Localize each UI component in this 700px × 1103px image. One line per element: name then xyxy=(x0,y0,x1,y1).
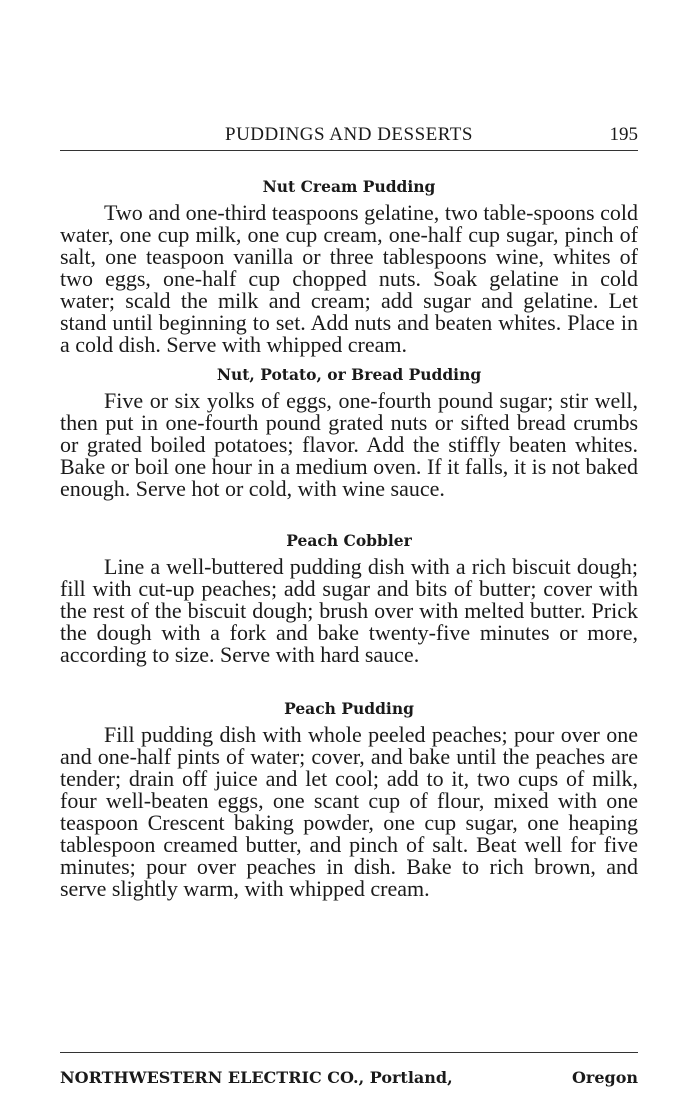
page-number: 195 xyxy=(609,124,638,145)
footer xyxy=(60,1068,638,1087)
header-rule xyxy=(60,150,638,151)
recipe-title: Peach Pudding xyxy=(284,699,414,718)
recipe-body: Two and one-third teaspoons gelatine, two table-spoons cold water, one cup milk, one cup cream, one-half cup sugar, pinch of salt, one teaspoon vanilla or three tablespoons wine, whites of two eggs, one-half cup chopped nuts. Soak gelatine in cold water; scald the milk and cream; add sugar and gelatine. Let stand until beginning to set. Add nuts and beaten whites. Place in a cold dish. Serve with whipped cream. xyxy=(60,200,638,357)
book-page xyxy=(60,0,638,1103)
recipe-body: Fill pudding dish with whole peeled peaches; pour over one and one-half pints of water; cover, and bake until the peaches are tender; drain off juice and let cool; add to it, two cups of milk, four well-beaten eggs, one scant cup of flour, mixed with one teaspoon Crescent baking powder, one cup sugar, one heaping tablespoon creamed butter, and pinch of salt. Beat well for five minutes; pour over peaches in dish. Bake to rich brown, and serve slightly warm, with whipped cream. xyxy=(60,722,638,901)
recipe-nut-cream-pudding xyxy=(60,176,638,356)
running-head xyxy=(60,124,638,148)
recipe-peach-cobbler xyxy=(60,530,638,666)
recipe-title: Nut, Potato, or Bread Pudding xyxy=(216,365,482,384)
recipe-title: Nut Cream Pudding xyxy=(262,177,436,196)
recipe-peach-pudding xyxy=(60,698,638,900)
footer-state: Oregon xyxy=(571,1068,638,1087)
recipe-title: Peach Cobbler xyxy=(286,531,412,550)
footer-rule xyxy=(60,1052,638,1053)
recipe-list xyxy=(60,176,638,900)
recipe-nut-potato-bread-pudding xyxy=(60,364,638,500)
recipe-body: Line a well-buttered pudding dish with a rich biscuit dough; fill with cut-up peaches; add sugar and bits of butter; cover with the rest of the biscuit dough; brush over with melted butter. Prick the dough with a fork and bake twenty-five minutes or more, according to size. Serve with hard sauce. xyxy=(60,554,638,667)
recipe-body: Five or six yolks of eggs, one-fourth pound sugar; stir well, then put in one-fourth pound grated nuts or sifted bread crumbs or grated boiled potatoes; flavor. Add the stiffly beaten whites. Bake or boil one hour in a medium oven. If it falls, it is not baked enough. Serve hot or cold, with wine sauce. xyxy=(60,388,638,501)
running-title: PUDDINGS AND DESSERTS xyxy=(225,124,473,145)
footer-company: NORTHWESTERN ELECTRIC CO., Portland, xyxy=(60,1068,453,1087)
